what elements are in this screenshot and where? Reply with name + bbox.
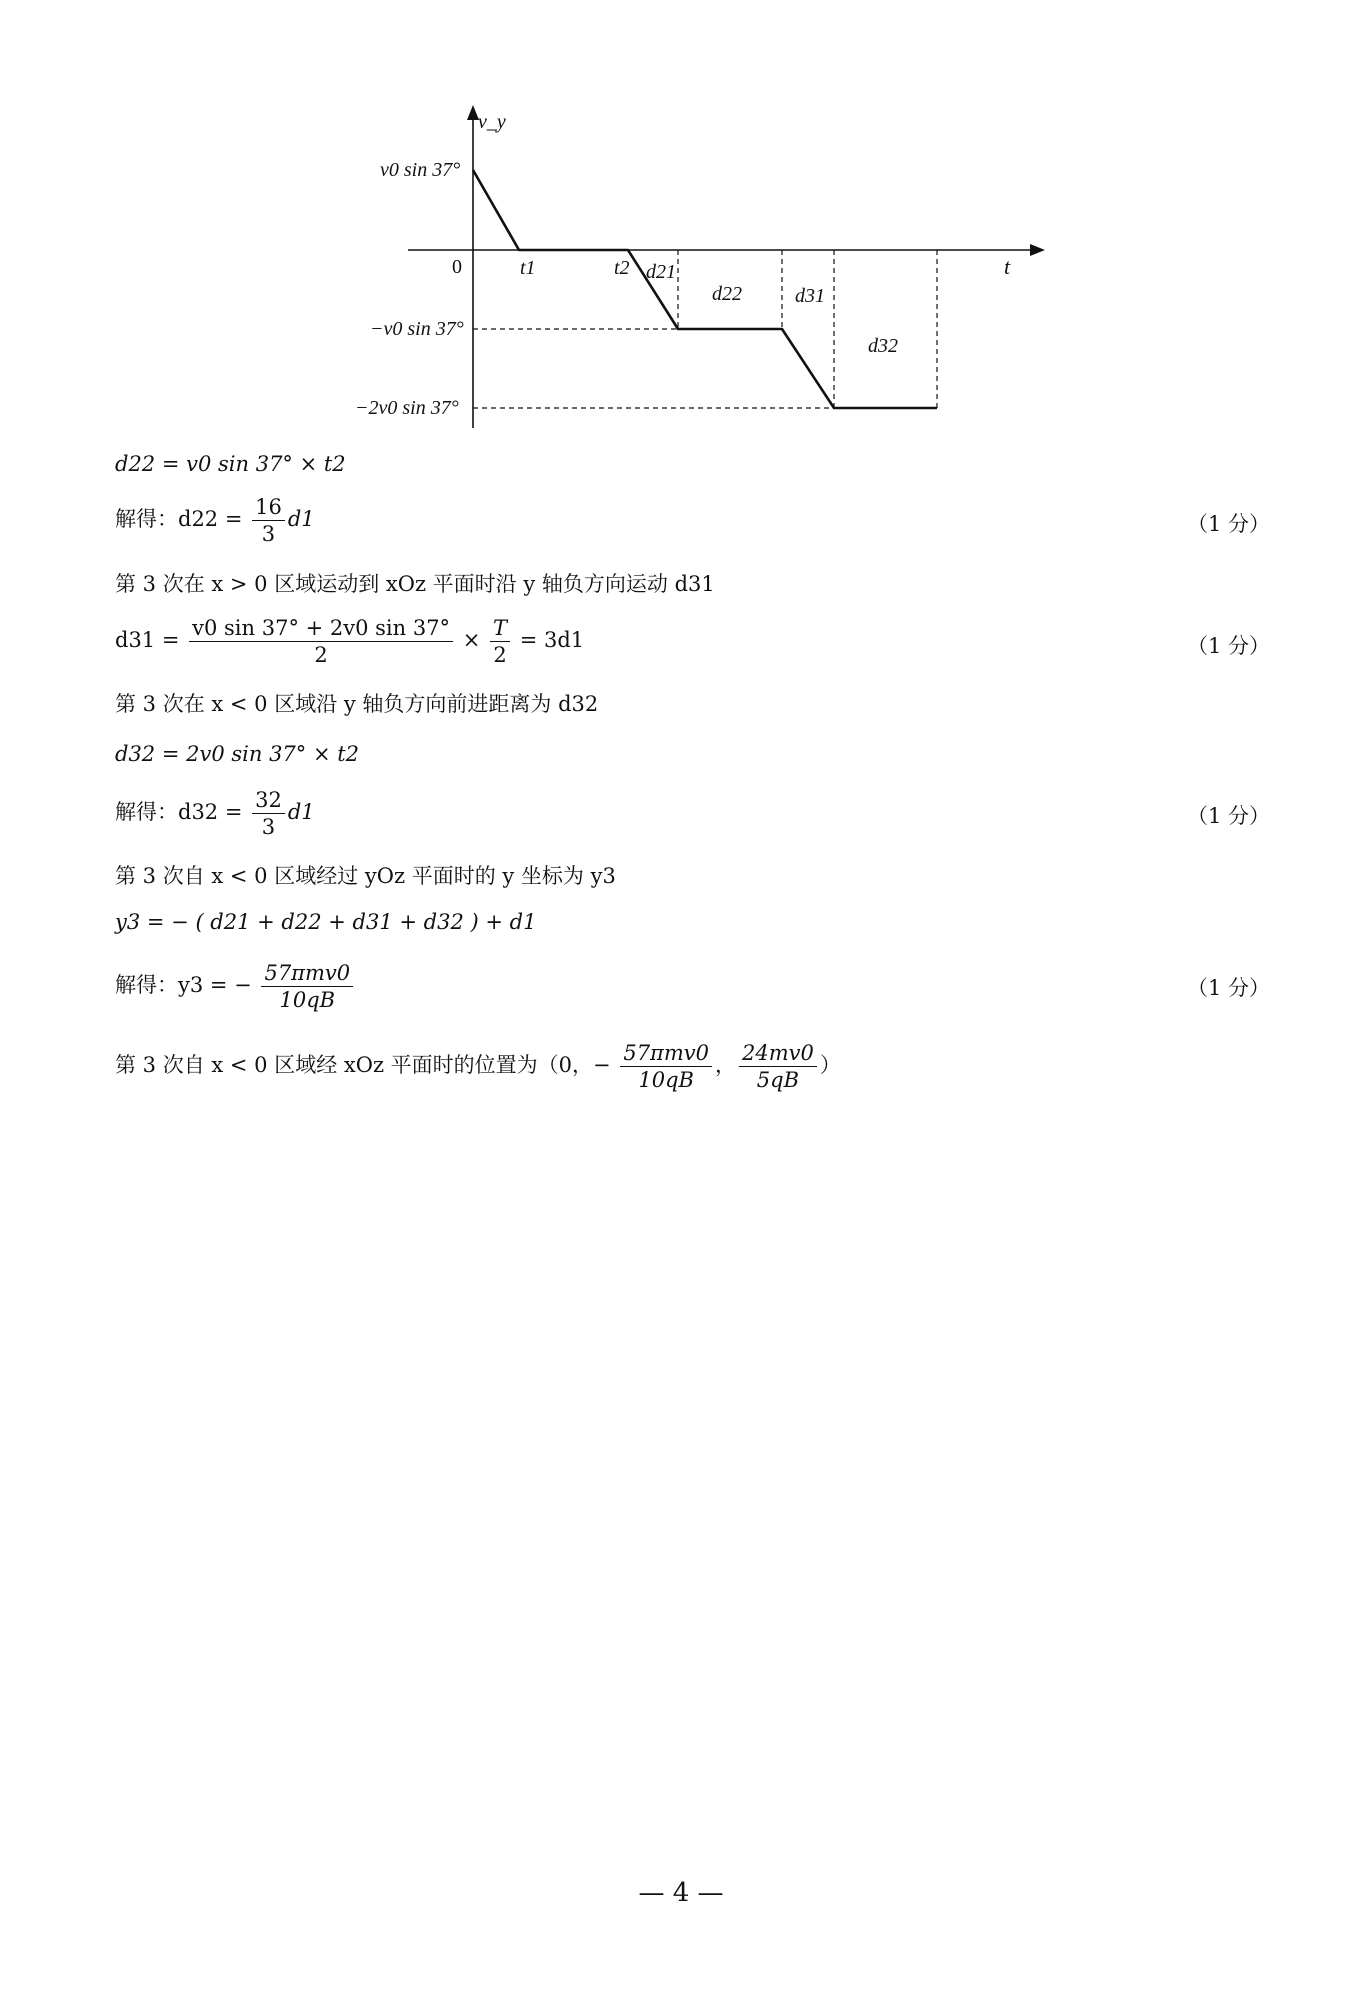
solve-d22: [115, 494, 315, 547]
tick-t2-label: t2: [614, 257, 630, 279]
fraction-2: $\frac{T}{2}$: [490, 615, 510, 668]
fraction: $\frac{\text{57πmv0}}{10qB}$: [261, 960, 353, 1013]
eq-suffix: d1: [287, 507, 315, 531]
fraction: $\frac{32}{3}$: [252, 787, 285, 840]
region-d32-label: d32: [868, 335, 898, 357]
eq-prefix: d31 =: [115, 628, 187, 652]
eq-suffix: d1: [287, 800, 315, 824]
score-4: （1 分）: [1186, 976, 1270, 1000]
score-1: （1 分）: [1186, 512, 1270, 536]
fraction-2: $\frac{24mv0}{5qB}$: [739, 1040, 817, 1093]
eq-mid: ×: [456, 628, 488, 652]
fraction: $\frac{16}{3}$: [252, 494, 285, 547]
eq-prefix: 解得：d32 =: [115, 800, 250, 824]
solve-y3: [115, 960, 356, 1013]
y-axis-label: v_y: [478, 111, 506, 133]
page-number: — 4 —: [638, 1878, 724, 1908]
text-d32: [115, 690, 598, 718]
eq-prefix: 解得：y3 = −: [115, 973, 259, 997]
eq-suffix: ）: [819, 1053, 841, 1077]
t-axis-arrow: [1030, 244, 1045, 256]
eq-suffix: = 3d1: [513, 628, 585, 652]
text-y3: [115, 862, 616, 890]
text-d31: [115, 570, 715, 598]
eq-prefix: 解得：d22 =: [115, 507, 250, 531]
origin-label: 0: [452, 256, 462, 278]
vy-t-graph: [0, 0, 1362, 440]
text: 第 3 次在 x > 0 区域运动到 xOz 平面时沿 y 轴负方向运动 d31: [115, 572, 715, 596]
level-neg2-label: −2v0 sin 37°: [355, 397, 459, 419]
eq-d32: [115, 740, 359, 768]
text: 第 3 次在 x < 0 区域沿 y 轴负方向前进距离为 d32: [115, 692, 599, 716]
eq-y3: [115, 908, 536, 936]
fraction: $\frac{v0 \sin 37^\circ + 2v0 \sin 37^\circ}{2}$: [189, 615, 453, 668]
vy-curve: [473, 170, 937, 408]
eq-prefix: 第 3 次自 x < 0 区域经 xOz 平面时的位置为（0，−: [115, 1053, 618, 1077]
text: 第 3 次自 x < 0 区域经过 yOz 平面时的 y 坐标为 y3: [115, 864, 616, 888]
text-position: [115, 1040, 841, 1093]
score-3: （1 分）: [1186, 804, 1270, 828]
x-axis-label: t: [1004, 254, 1011, 279]
eq-text: d32 = 2v0 sin 37° × t2: [115, 742, 360, 766]
eq-text: d22 = v0 sin 37° × t2: [115, 452, 346, 476]
eq-text: y3 = − ( d21 + d22 + d31 + d32 ) + d1: [115, 910, 537, 934]
solve-d32: [115, 787, 315, 840]
score-2: （1 分）: [1186, 634, 1270, 658]
eq-mid: ，: [715, 1053, 736, 1077]
level-neg-label: −v0 sin 37°: [370, 318, 464, 340]
region-d31-label: d31: [795, 285, 825, 307]
region-d22-label: d22: [712, 283, 742, 305]
level-pos-label: v0 sin 37°: [380, 159, 461, 181]
eq-d22: [115, 450, 346, 478]
tick-t1-label: t1: [520, 257, 536, 279]
region-d21-label: d21: [646, 261, 676, 283]
eq-d31: [115, 615, 584, 668]
fraction: $\frac{\text{57πmv0}}{10qB}$: [620, 1040, 712, 1093]
